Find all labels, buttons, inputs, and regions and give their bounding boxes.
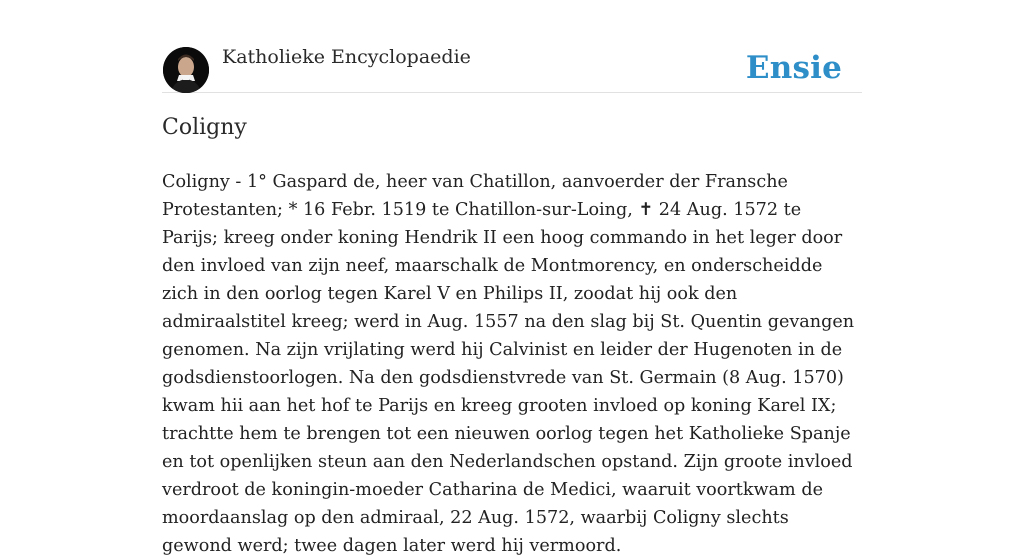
page-title: Coligny	[162, 115, 247, 140]
site-header	[162, 40, 862, 93]
article-body: Coligny - 1° Gaspard de, heer van Chatillon, aanvoerder der Fransche Protestanten; * 16 Febr. 1519 te Chatillon-sur-Loing, ✝ 24 Aug. 1572 te Parijs; kreeg onder koning Hendrik II een hoog commando in het leger door den invloed van zijn neef, maarschalk de Montmorency, en onderscheidde zich in den oorlog tegen Karel V en Philips II, zoodat hij ook den admiraalstitel kreeg; werd in Aug. 1557 na den slag bij St. Quentin gevangen genomen. Na zijn vrijlating werd hij Calvinist en leider der Hugenoten in de godsdienstoorlogen. Na den godsdienstvrede van St. Germain (8 Aug. 1570) kwam hii aan het hof te Parijs en kreeg grooten invloed op koning Karel IX; trachtte hem te brengen tot een nieuwen oorlog tegen het Katholieke Spanje en tot openlijken steun aan den Nederlandschen opstand. Zijn groote invloed verdroot de koningin-moeder Catharina de Medici, waaruit voortkwam de moordaanslag op den admiraal, 22 Aug. 1572, waarbij Coligny slechts gewond werd; twee dagen later werd hij vermoord.	[162, 172, 855, 556]
site-title[interactable]: Katholieke Encyclopaedie	[222, 46, 471, 68]
portrait-avatar-icon[interactable]	[163, 47, 209, 93]
ensie-logo[interactable]: Ensie	[745, 50, 842, 86]
